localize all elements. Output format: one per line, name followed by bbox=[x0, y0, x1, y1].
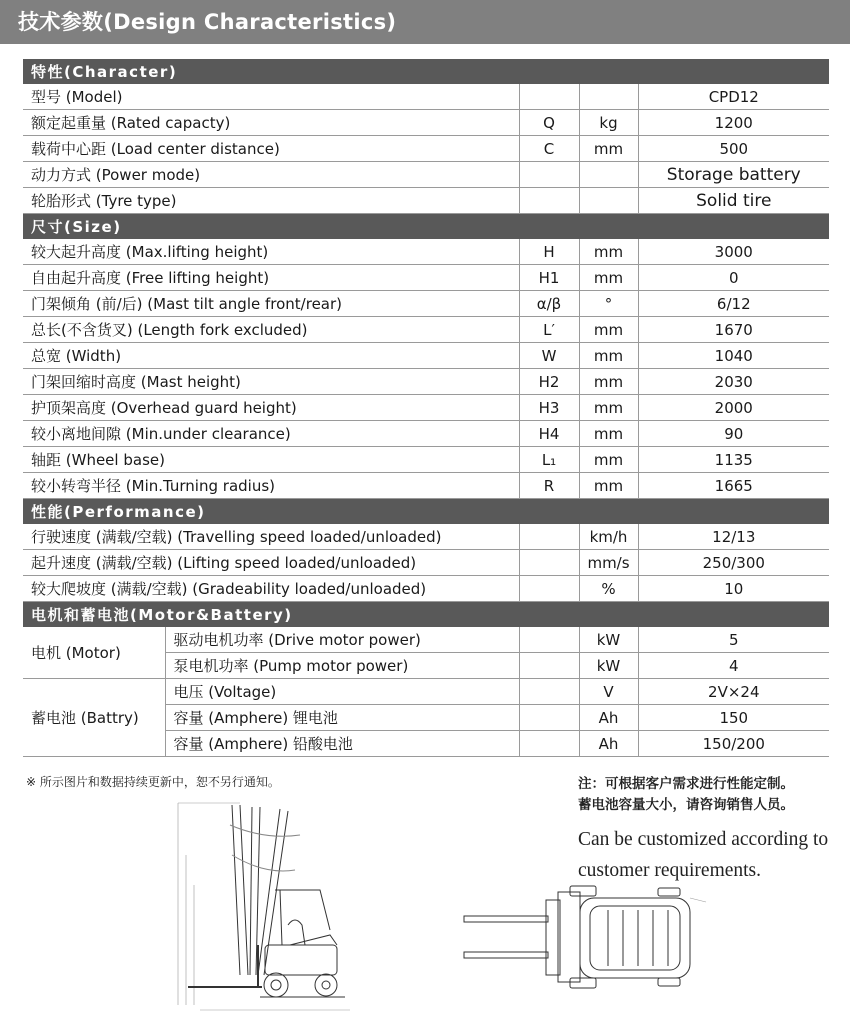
spec-unit: mm bbox=[579, 421, 638, 447]
spec-row bbox=[23, 473, 829, 499]
spec-row bbox=[23, 110, 829, 136]
spec-name: 行驶速度 (满载/空载) (Travelling speed loaded/unloaded) bbox=[23, 524, 519, 550]
spec-unit bbox=[579, 84, 638, 110]
note-english: Can be customized according to customer requirements. bbox=[578, 829, 829, 881]
spec-value: CPD12 bbox=[638, 84, 829, 110]
spec-name: 门架回缩时高度 (Mast height) bbox=[23, 369, 519, 395]
spec-value: 6/12 bbox=[638, 291, 829, 317]
section-header bbox=[23, 59, 829, 84]
spec-unit: kW bbox=[579, 653, 638, 679]
spec-name: 泵电机功率 (Pump motor power) bbox=[165, 653, 519, 679]
spec-symbol bbox=[519, 188, 579, 214]
section-title: 电机和蓄电池(Motor&Battery) bbox=[23, 602, 829, 628]
spec-row bbox=[23, 317, 829, 343]
spec-row bbox=[23, 627, 829, 653]
spec-value: Storage battery bbox=[638, 162, 829, 188]
spec-unit: mm bbox=[579, 369, 638, 395]
spec-value: 150 bbox=[638, 705, 829, 731]
spec-value: 90 bbox=[638, 421, 829, 447]
spec-row bbox=[23, 188, 829, 214]
spec-unit bbox=[579, 188, 638, 214]
note-line-1: 注：可根据客户需求进行性能定制。 bbox=[578, 776, 794, 792]
spec-unit: mm bbox=[579, 265, 638, 291]
spec-value: 0 bbox=[638, 265, 829, 291]
spec-name: 护顶架高度 (Overhead guard height) bbox=[23, 395, 519, 421]
spec-unit: mm bbox=[579, 473, 638, 499]
spec-name: 起升速度 (满载/空载) (Lifting speed loaded/unloaded) bbox=[23, 550, 519, 576]
section-header bbox=[23, 214, 829, 240]
spec-name: 总长(不含货叉) (Length fork excluded) bbox=[23, 317, 519, 343]
spec-value: 2000 bbox=[638, 395, 829, 421]
spec-row bbox=[23, 369, 829, 395]
spec-symbol: H1 bbox=[519, 265, 579, 291]
spec-symbol: L′ bbox=[519, 317, 579, 343]
spec-symbol bbox=[519, 162, 579, 188]
page-title: 技术参数(Design Characteristics) bbox=[0, 0, 850, 44]
spec-unit: Ah bbox=[579, 731, 638, 757]
spec-name: 载荷中心距 (Load center distance) bbox=[23, 136, 519, 162]
spec-name: 总宽 (Width) bbox=[23, 343, 519, 369]
spec-value: 1135 bbox=[638, 447, 829, 473]
note-chinese bbox=[578, 774, 794, 816]
spec-row bbox=[23, 447, 829, 473]
section-title: 特性(Character) bbox=[23, 59, 829, 84]
spec-name: 较小转弯半径 (Min.Turning radius) bbox=[23, 473, 519, 499]
note-line-2: 蓄电池容量大小，请咨询销售人员。 bbox=[578, 797, 794, 813]
spec-value: 3000 bbox=[638, 239, 829, 265]
spec-value: 4 bbox=[638, 653, 829, 679]
spec-row bbox=[23, 421, 829, 447]
spec-unit: ° bbox=[579, 291, 638, 317]
spec-name: 容量 (Amphere) 铅酸电池 bbox=[165, 731, 519, 757]
spec-symbol bbox=[519, 550, 579, 576]
spec-row bbox=[23, 265, 829, 291]
spec-symbol: α/β bbox=[519, 291, 579, 317]
spec-symbol: R bbox=[519, 473, 579, 499]
spec-value: 5 bbox=[638, 627, 829, 653]
section-title: 性能(Performance) bbox=[23, 499, 829, 525]
spec-name: 驱动电机功率 (Drive motor power) bbox=[165, 627, 519, 653]
spec-symbol: H2 bbox=[519, 369, 579, 395]
spec-name: 较大起升高度 (Max.lifting height) bbox=[23, 239, 519, 265]
spec-symbol bbox=[519, 705, 579, 731]
spec-symbol: H3 bbox=[519, 395, 579, 421]
group-label: 蓄电池 (Battry) bbox=[23, 679, 165, 757]
spec-symbol: H4 bbox=[519, 421, 579, 447]
spec-value: 12/13 bbox=[638, 524, 829, 550]
spec-row bbox=[23, 291, 829, 317]
spec-name: 轴距 (Wheel base) bbox=[23, 447, 519, 473]
spec-symbol bbox=[519, 84, 579, 110]
spec-row bbox=[23, 136, 829, 162]
spec-symbol bbox=[519, 524, 579, 550]
footnote: ※ 所示图片和数据持续更新中，恕不另行通知。 bbox=[26, 775, 280, 789]
section-header bbox=[23, 499, 829, 525]
spec-row bbox=[23, 524, 829, 550]
spec-name: 额定起重量 (Rated capacty) bbox=[23, 110, 519, 136]
spec-unit: mm/s bbox=[579, 550, 638, 576]
spec-row bbox=[23, 162, 829, 188]
spec-unit: % bbox=[579, 576, 638, 602]
section-title: 尺寸(Size) bbox=[23, 214, 829, 240]
spec-symbol: W bbox=[519, 343, 579, 369]
spec-value: 1200 bbox=[638, 110, 829, 136]
spec-value: 1670 bbox=[638, 317, 829, 343]
spec-symbol bbox=[519, 679, 579, 705]
spec-value: 500 bbox=[638, 136, 829, 162]
spec-unit: mm bbox=[579, 239, 638, 265]
spec-unit: kW bbox=[579, 627, 638, 653]
spec-name: 电压 (Voltage) bbox=[165, 679, 519, 705]
spec-unit bbox=[579, 162, 638, 188]
spec-name: 较小离地间隙 (Min.under clearance) bbox=[23, 421, 519, 447]
spec-symbol bbox=[519, 653, 579, 679]
spec-unit: mm bbox=[579, 447, 638, 473]
forklift-side-view-drawing bbox=[170, 795, 370, 1019]
spec-name: 动力方式 (Power mode) bbox=[23, 162, 519, 188]
spec-row bbox=[23, 679, 829, 705]
spec-symbol bbox=[519, 627, 579, 653]
spec-table bbox=[23, 59, 829, 757]
spec-value: 10 bbox=[638, 576, 829, 602]
spec-name: 型号 (Model) bbox=[23, 84, 519, 110]
spec-name: 较大爬坡度 (满载/空载) (Gradeability loaded/unloaded) bbox=[23, 576, 519, 602]
spec-unit: Ah bbox=[579, 705, 638, 731]
spec-unit: kg bbox=[579, 110, 638, 136]
spec-name: 轮胎形式 (Tyre type) bbox=[23, 188, 519, 214]
spec-symbol: C bbox=[519, 136, 579, 162]
spec-unit: mm bbox=[579, 136, 638, 162]
spec-name: 自由起升高度 (Free lifting height) bbox=[23, 265, 519, 291]
spec-unit: mm bbox=[579, 317, 638, 343]
spec-unit: km/h bbox=[579, 524, 638, 550]
section-header bbox=[23, 602, 829, 628]
spec-value: 1665 bbox=[638, 473, 829, 499]
spec-row bbox=[23, 550, 829, 576]
spec-row bbox=[23, 84, 829, 110]
spec-row bbox=[23, 576, 829, 602]
spec-symbol bbox=[519, 731, 579, 757]
spec-unit: mm bbox=[579, 395, 638, 421]
spec-unit: mm bbox=[579, 343, 638, 369]
spec-value: 2030 bbox=[638, 369, 829, 395]
spec-value: Solid tire bbox=[638, 188, 829, 214]
group-label: 电机 (Motor) bbox=[23, 627, 165, 679]
spec-row bbox=[23, 239, 829, 265]
spec-value: 250/300 bbox=[638, 550, 829, 576]
spec-symbol: H bbox=[519, 239, 579, 265]
spec-name: 容量 (Amphere) 锂电池 bbox=[165, 705, 519, 731]
spec-symbol: Q bbox=[519, 110, 579, 136]
spec-symbol bbox=[519, 576, 579, 602]
spec-name: 门架倾角 (前/后) (Mast tilt angle front/rear) bbox=[23, 291, 519, 317]
spec-symbol: L₁ bbox=[519, 447, 579, 473]
spec-row bbox=[23, 343, 829, 369]
spec-unit: V bbox=[579, 679, 638, 705]
spec-value: 2V×24 bbox=[638, 679, 829, 705]
spec-value: 1040 bbox=[638, 343, 829, 369]
spec-value: 150/200 bbox=[638, 731, 829, 757]
forklift-top-view-drawing bbox=[458, 880, 718, 990]
spec-row bbox=[23, 395, 829, 421]
